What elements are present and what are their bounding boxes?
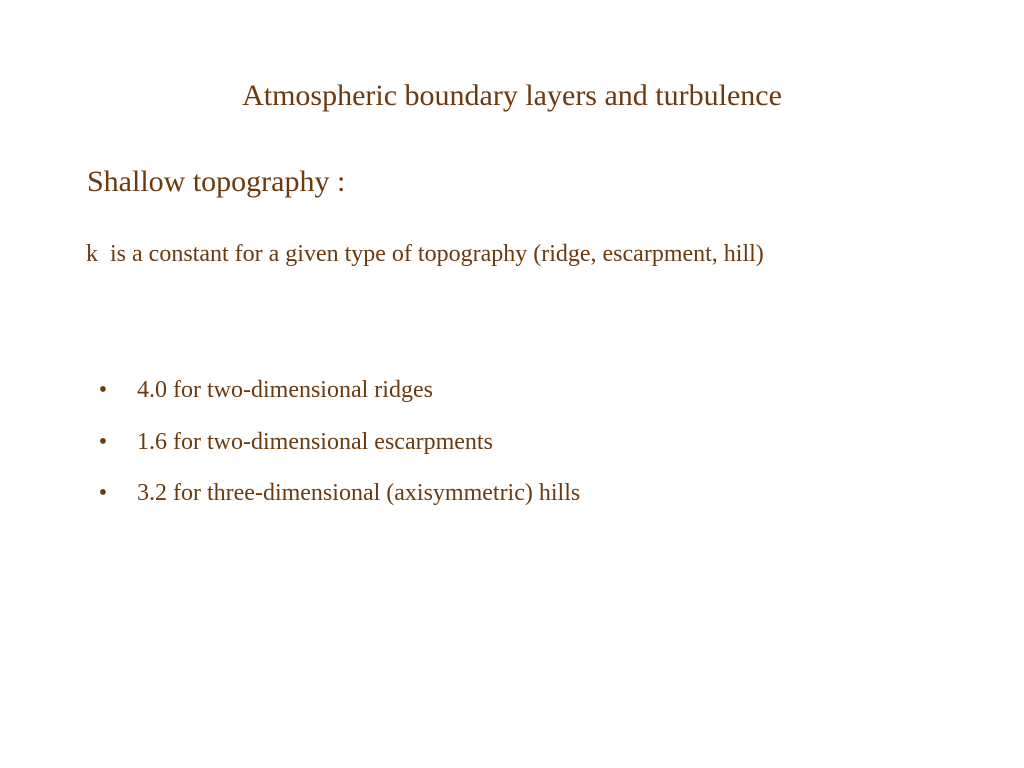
bullet-text: 3.2 for three-dimensional (axisymmetric) hills bbox=[137, 480, 581, 506]
bullet-list bbox=[0, 372, 1024, 527]
bullet-text: 1.6 for two-dimensional escarpments bbox=[137, 428, 493, 455]
body-text: k is a constant for a given type of topography (ridge, escarpment, hill) bbox=[86, 241, 764, 267]
bullet-item-hills bbox=[0, 475, 1024, 527]
bullet-dot-icon: • bbox=[98, 377, 108, 403]
slide-subtitle: Shallow topography : bbox=[87, 165, 346, 198]
bullet-item-ridges bbox=[0, 372, 1024, 424]
bullet-dot-icon: • bbox=[98, 428, 108, 455]
bullet-text: 4.0 for two-dimensional ridges bbox=[137, 377, 433, 403]
slide-title: Atmospheric boundary layers and turbulence bbox=[242, 79, 782, 112]
bullet-item-escarpments bbox=[0, 424, 1024, 476]
bullet-dot-icon: • bbox=[98, 480, 108, 506]
